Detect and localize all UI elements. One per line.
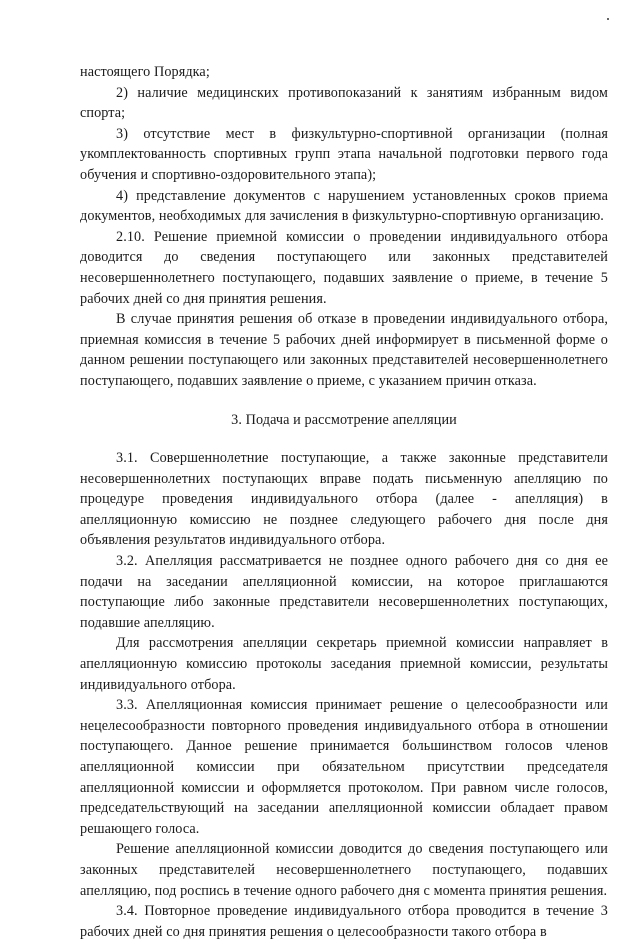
paragraph-refusal: В случае принятия решения об отказе в проведении индивидуального отбора, приемная комиссия в течение 5 рабочих дней информирует в письменной форме о данном решении поступающего или законных представителей несовершеннолетнего поступающего, подавших заявление о приеме, с указанием причин отказа.	[80, 311, 608, 389]
section-heading: 3. Подача и рассмотрение апелляции	[231, 411, 457, 428]
paragraph-reason-4: 4) представление документов с нарушением установленных сроков приема документов, необходимых для зачисления в физкультурно-спортивную организацию.	[80, 187, 608, 225]
paragraph-3-4: 3.4. Повторное проведение индивидуального отбора проводится в течение 3 рабочих дней со дня принятия решения о целесообразности такого отбора в	[80, 903, 608, 940]
document-body	[80, 62, 608, 942]
paragraph-appeal-decision: Решение апелляционной комиссии доводится до сведения поступающего или законных представителей несовершеннолетнего поступающего, подавших апелляцию, под роспись в течение одного рабочего дня с момента принятия решения.	[80, 841, 608, 899]
scan-artifact	[607, 18, 609, 20]
paragraph-3-1: 3.1. Совершеннолетние поступающие, а также законные представители несовершеннолетних поступающих вправе подать письменную апелляцию по процедуре проведения индивидуального отбора (далее - апелляция) в апелляционную комиссию не позднее следующего рабочего дня после дня объявления результатов индивидуального отбора.	[80, 450, 608, 549]
paragraph-reason-2: 2) наличие медицинских противопоказаний к занятиям избранным видом спорта;	[80, 84, 608, 122]
paragraph-3-2: 3.2. Апелляция рассматривается не позднее одного рабочего дня со дня ее подачи на заседании апелляционной комиссии, на которое приглашаются поступающие либо законные представители несовершеннолетних поступающих, подавшие апелляцию.	[80, 553, 608, 631]
paragraph-reason-3: 3) отсутствие мест в физкультурно-спортивной организации (полная укомплектованность спортивных групп этапа начальной подготовки первого года обучения и спортивно-оздоровительного этапа);	[80, 125, 608, 183]
paragraph-2-10: 2.10. Решение приемной комиссии о проведении индивидуального отбора доводится до сведения поступающего или законных представителей несовершеннолетнего поступающего, подавших заявление о приеме, в течение 5 рабочих дней со дня принятия решения.	[80, 228, 608, 307]
paragraph-3-3: 3.3. Апелляционная комиссия принимает решение о целесообразности или нецелесообразности повторного проведения индивидуального отбора в отношении поступающего. Данное решение принимается большинством голосов членов апелляционной комиссии при обязательном присутствии председателя апелляционной комиссии и оформляется протоколом. При равном числе голосов, председательствующий на заседании апелляционной комиссии обладает правом решающего голоса.	[80, 697, 608, 837]
paragraph-continuation: настоящего Порядка;	[80, 64, 210, 80]
paragraph-appeal-review: Для рассмотрения апелляции секретарь приемной комиссии направляет в апелляционную комиссию протоколы заседания приемной комиссии, результаты индивидуального отбора.	[80, 635, 608, 693]
